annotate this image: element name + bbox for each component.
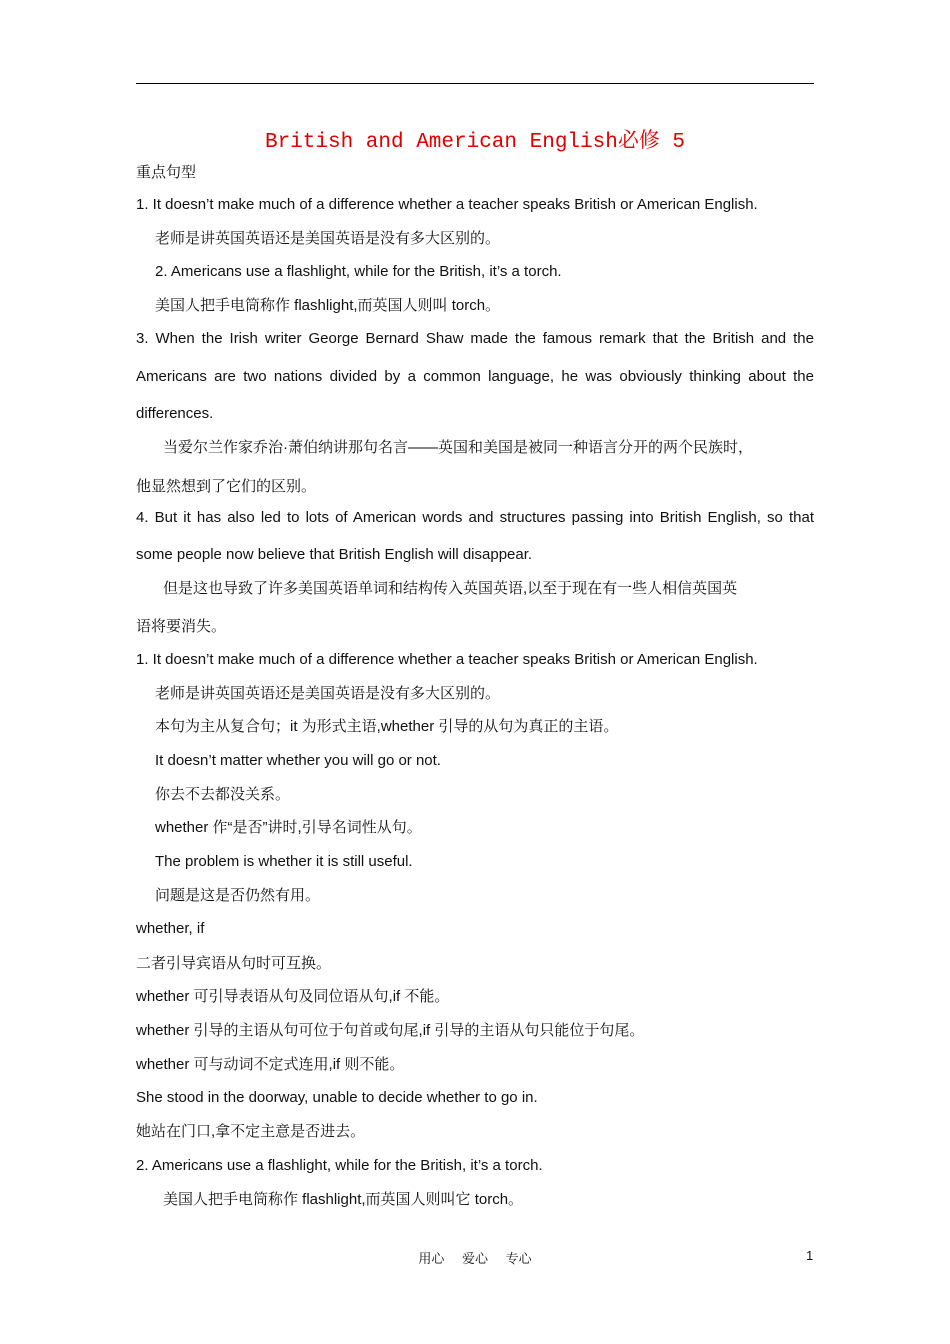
text-line: 美国人把手电筒称作 flashlight,而英国人则叫它 torch。 — [163, 1191, 524, 1208]
text-line: whether 引导的主语从句可位于句首或句尾,if 引导的主语从句只能位于句尾。 — [136, 1022, 645, 1039]
text-line: differences. — [136, 405, 214, 422]
text-line: 老师是讲英国英语还是美国英语是没有多大区别的。 — [155, 230, 501, 247]
text-line: 二者引导宾语从句时可互换。 — [136, 955, 332, 972]
text-line: She stood in the doorway, unable to decide whether to go in. — [136, 1089, 538, 1106]
text-line: The problem is whether it is still useful. — [155, 853, 413, 870]
text-line: 问题是这是否仍然有用。 — [155, 887, 321, 904]
text-line: 3. When the Irish writer George Bernard Shaw made the famous remark that the British and the — [136, 330, 814, 347]
text-line: some people now believe that British English will disappear. — [136, 546, 533, 563]
text-line: whether 作“是否”讲时,引导名词性从句。 — [155, 819, 422, 836]
text-line: 美国人把手电筒称作 flashlight,而英国人则叫 torch。 — [155, 297, 501, 314]
text-line: 2. Americans use a flashlight, while for the British, it’s a torch. — [155, 263, 562, 280]
text-line: 你去不去都没关系。 — [155, 786, 291, 803]
section-heading: 重点句型 — [136, 164, 197, 181]
text-line: 当爱尔兰作家乔治·萧伯纳讲那句名言——英国和美国是被同一种语言分开的两个民族时， — [163, 439, 753, 456]
text-line: 语将要消失。 — [136, 618, 227, 635]
page-footer: 用心 爱心 专心 — [418, 1251, 532, 1266]
text-line: 1. It doesn’t make much of a difference whether a teacher speaks British or American English. — [136, 196, 758, 213]
text-line: 本句为主从复合句；it 为形式主语,whether 引导的从句为真正的主语。 — [155, 718, 619, 735]
text-line: whether 可引导表语从句及同位语从句,if 不能。 — [136, 988, 450, 1005]
text-line: 2. Americans use a flashlight, while for the British, it’s a torch. — [136, 1157, 543, 1174]
text-line: 他显然想到了它们的区别。 — [136, 478, 317, 495]
header-rule — [136, 83, 814, 84]
text-line: 她站在门口,拿不定主意是否进去。 — [136, 1123, 366, 1140]
page-number: 1 — [806, 1248, 814, 1263]
document-title: British and American English必修 5 — [264, 131, 686, 154]
text-line: 老师是讲英国英语还是美国英语是没有多大区别的。 — [155, 685, 501, 702]
text-line: whether, if — [136, 920, 205, 937]
text-line: It doesn’t matter whether you will go or not. — [155, 752, 441, 769]
text-line: 4. But it has also led to lots of American words and structures passing into British English, so that — [136, 509, 814, 526]
text-line: 但是这也导致了许多美国英语单词和结构传入英国英语,以至于现在有一些人相信英国英 — [163, 580, 738, 597]
text-line: 1. It doesn’t make much of a difference whether a teacher speaks British or American English. — [136, 651, 758, 668]
text-line: whether 可与动词不定式连用,if 则不能。 — [136, 1056, 405, 1073]
text-line: Americans are two nations divided by a common language, he was obviously thinking about the — [136, 368, 814, 385]
